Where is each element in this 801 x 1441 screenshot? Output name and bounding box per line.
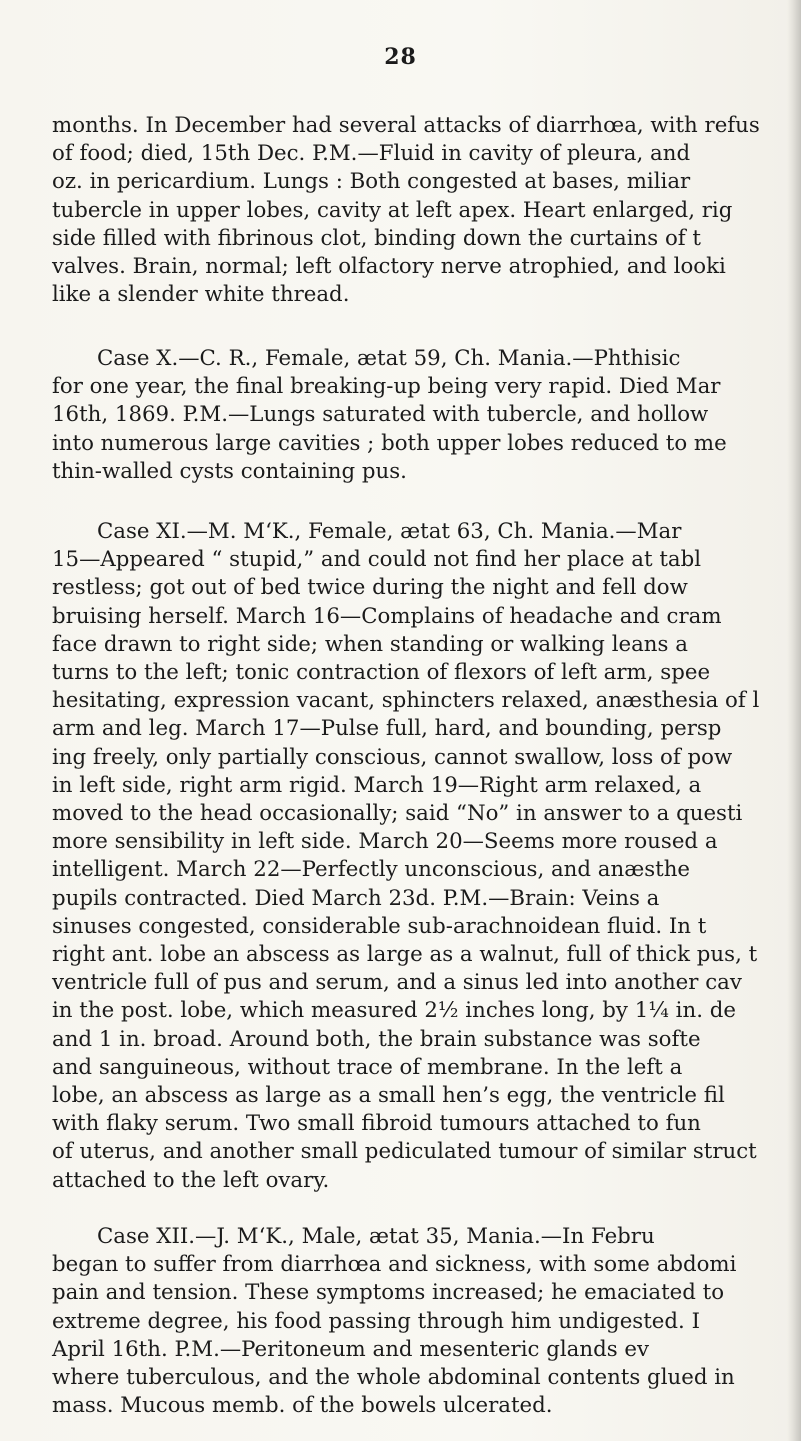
text-line: where tuberculous, and the whole abdominal contents glued in — [52, 1365, 735, 1391]
text-line: oz. in pericardium. Lungs : Both congested at bases, miliar — [52, 169, 691, 195]
text-line: ventricle full of pus and serum, and a sinus led into another cav — [52, 970, 742, 996]
paragraph-case-xi — [52, 518, 801, 1195]
text-line: 15—Appeared “ stupid,” and could not find her place at tabl — [52, 547, 702, 573]
text-line: lobe, an abscess as large as a small hen’s egg, the ventricle fil — [52, 1083, 725, 1109]
case-heading-line: Case XII.—J. M‘K., Male, ætat 35, Mania.—In Febru — [97, 1224, 655, 1249]
paragraph-case-x — [52, 345, 801, 486]
page-gutter-shadow — [787, 0, 801, 1441]
text-line: April 16th. P.M.—Peritoneum and mesenteric glands ev — [52, 1336, 650, 1362]
case-heading-line: Case X.—C. R., Female, ætat 59, Ch. Mania.—Phthisic — [97, 346, 681, 371]
paragraph-continuation — [52, 112, 801, 309]
text-line: valves. Brain, normal; left olfactory nerve atrophied, and looki — [52, 254, 726, 280]
text-line: attached to the left ovary. — [52, 1167, 330, 1193]
text-line: began to suffer from diarrhœa and sickness, with some abdomi — [52, 1252, 737, 1278]
text-line: turns to the left; tonic contraction of flexors of left arm, spee — [52, 660, 711, 686]
text-line: right ant. lobe an abscess as large as a walnut, full of thick pus, t — [52, 942, 758, 968]
text-line: of food; died, 15th Dec. P.M.—Fluid in cavity of pleura, and — [52, 141, 691, 167]
text-line: with flaky serum. Two small fibroid tumours attached to fun — [52, 1111, 701, 1137]
text-line: tubercle in upper lobes, cavity at left apex. Heart enlarged, rig — [52, 197, 733, 223]
text-line: extreme degree, his food passing through him undigested. I — [52, 1308, 700, 1334]
text-line: bruising herself. March 16—Complains of headache and cram — [52, 603, 722, 629]
text-line: 16th, 1869. P.M.—Lungs saturated with tubercle, and hollow — [52, 402, 709, 428]
text-line: into numerous large cavities ; both upper lobes reduced to me — [52, 430, 727, 456]
text-line: pupils contracted. Died March 23d. P.M.—Brain: Veins a — [52, 885, 660, 911]
paragraph-case-xii — [52, 1223, 801, 1420]
text-line: thin-walled cysts containing pus. — [52, 458, 407, 484]
text-line: and 1 in. broad. Around both, the brain substance was softe — [52, 1026, 701, 1052]
text-line: in left side, right arm rigid. March 19—Right arm relaxed, a — [52, 772, 702, 798]
text-line: mass. Mucous memb. of the bowels ulcerated. — [52, 1393, 553, 1419]
text-line: more sensibility in left side. March 20—Seems more roused a — [52, 829, 718, 855]
page-number: 28 — [384, 44, 417, 70]
case-heading-line: Case XI.—M. M‘K., Female, ætat 63, Ch. Mania.—Mar — [97, 519, 682, 544]
text-line: face drawn to right side; when standing or walking leans a — [52, 631, 688, 657]
text-line: sinuses congested, considerable sub-arachnoidean fluid. In t — [52, 913, 707, 939]
text-line: moved to the head occasionally; said “No” in answer to a questi — [52, 801, 743, 827]
text-line: hesitating, expression vacant, sphincters relaxed, anæsthesia of l — [52, 688, 760, 714]
text-line: pain and tension. These symptoms increased; he emaciated to — [52, 1280, 725, 1306]
text-line: ing freely, only partially conscious, cannot swallow, loss of pow — [52, 744, 733, 770]
text-line: for one year, the final breaking-up being very rapid. Died Mar — [52, 374, 721, 400]
text-line: intelligent. March 22—Perfectly unconscious, and anæsthe — [52, 857, 691, 883]
text-line: in the post. lobe, which measured 2½ inches long, by 1¼ in. de — [52, 998, 736, 1024]
text-line: of uterus, and another small pediculated tumour of similar struct — [52, 1139, 757, 1165]
text-line: restless; got out of bed twice during the night and fell dow — [52, 575, 688, 601]
text-line: months. In December had several attacks of diarrhœa, with refus — [52, 113, 760, 138]
text-line: and sanguineous, without trace of membrane. In the left a — [52, 1054, 683, 1080]
text-line: arm and leg. March 17—Pulse full, hard, and bounding, persp — [52, 716, 722, 742]
text-line: like a slender white thread. — [52, 282, 350, 308]
text-line: side filled with fibrinous clot, binding down the curtains of t — [52, 225, 701, 251]
